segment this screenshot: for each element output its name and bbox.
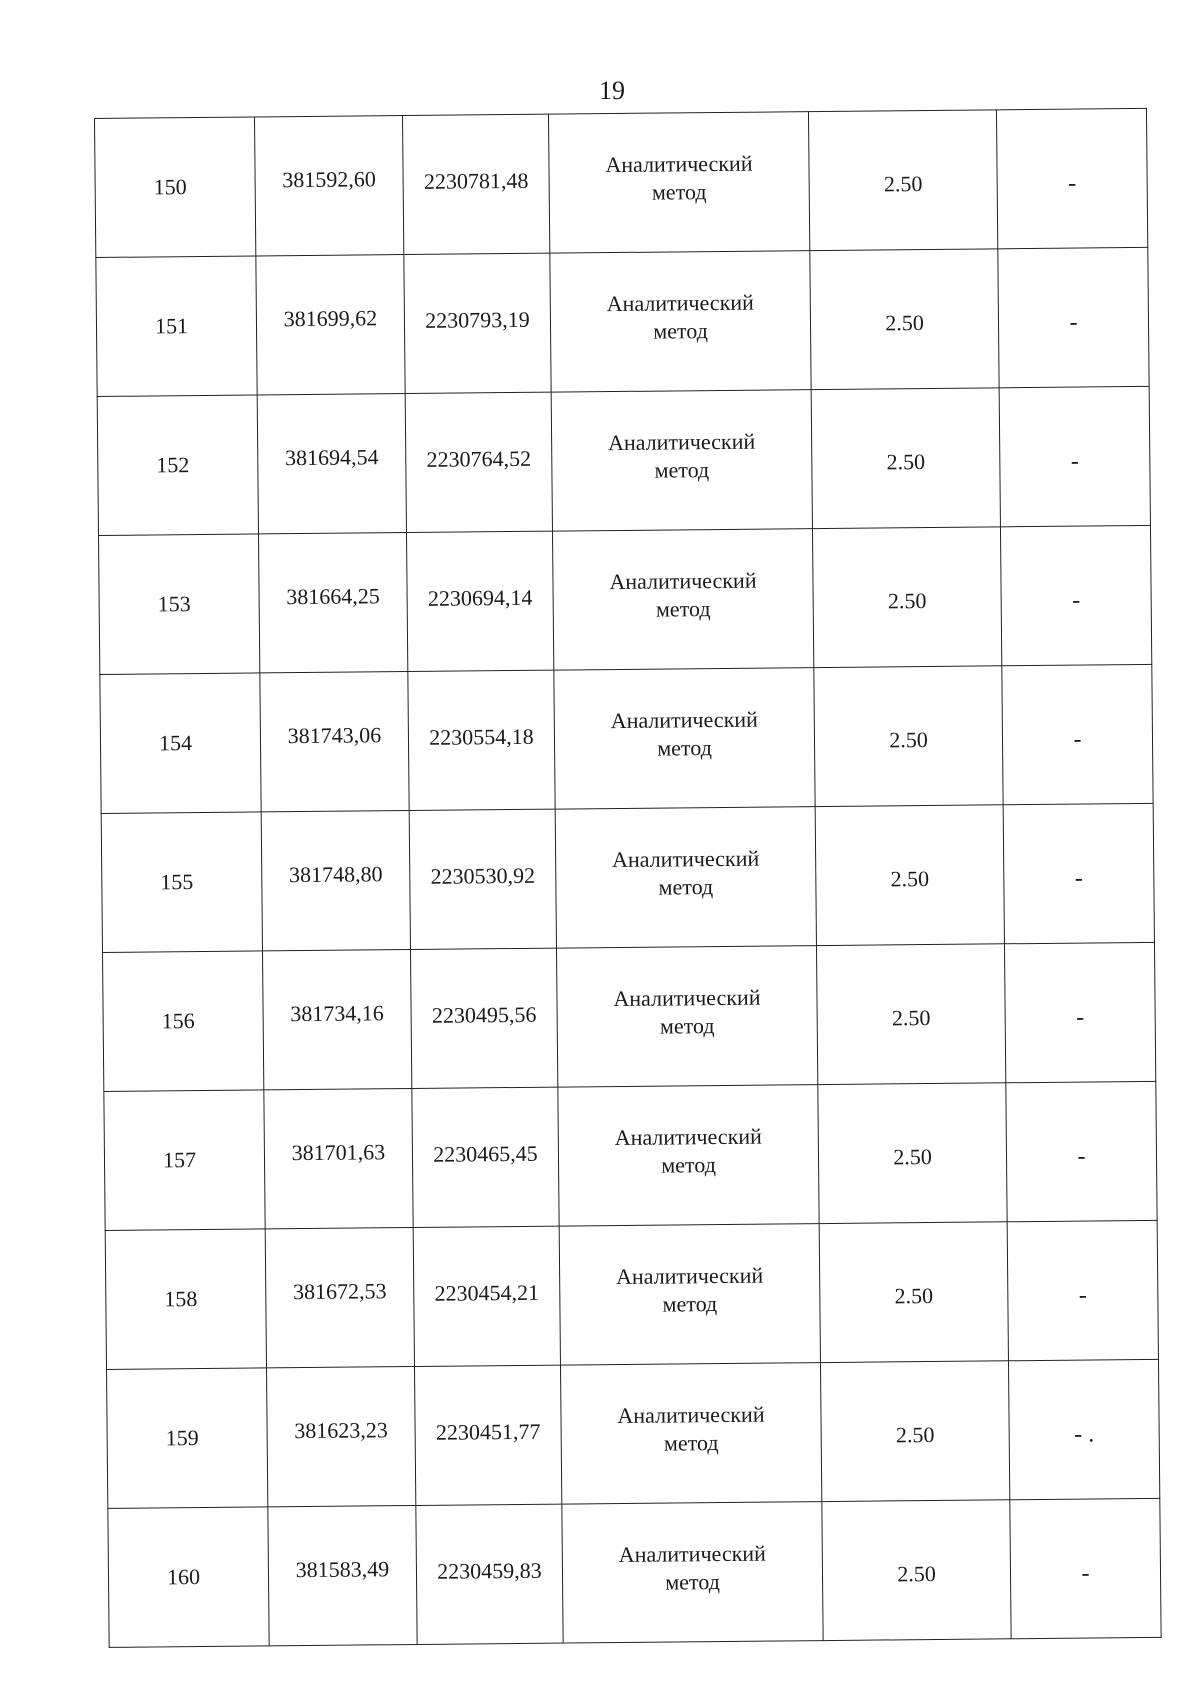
- method-text-line2: метод: [662, 1291, 718, 1317]
- method-text-line1: Аналитический: [618, 1540, 766, 1568]
- y-coordinate-cell: 2230465,45: [412, 1087, 559, 1227]
- table-body: [95, 108, 1162, 1647]
- note-cell: -: [1000, 525, 1151, 665]
- method-cell: [550, 251, 811, 392]
- method-cell: [562, 1502, 823, 1643]
- method-cell: [559, 1224, 820, 1365]
- note-cell: -: [996, 108, 1147, 248]
- y-coordinate-cell: 2230454,21: [413, 1226, 560, 1366]
- point-number-cell: 159: [107, 1368, 268, 1509]
- x-coordinate-cell: 381734,16: [263, 950, 412, 1090]
- method-text-line1: Аналитический: [617, 1401, 765, 1429]
- precision-cell: 2.50: [816, 944, 1005, 1085]
- point-number-cell: 154: [100, 673, 261, 814]
- precision-cell: 2.50: [811, 388, 1000, 529]
- point-number-cell: 157: [104, 1090, 265, 1231]
- method-text-line1: Аналитический: [605, 150, 753, 178]
- method-text-line2: метод: [663, 1430, 719, 1456]
- method-cell: [558, 1085, 819, 1226]
- point-number-cell: 155: [101, 812, 262, 953]
- note-cell: -: [1004, 942, 1155, 1082]
- method-text-line2: метод: [651, 179, 707, 205]
- point-number-cell: 150: [95, 117, 256, 258]
- table-row: [100, 664, 1153, 813]
- note-cell: -: [999, 386, 1150, 526]
- coordinates-table-container: [94, 108, 1161, 1648]
- method-text-line1: Аналитический: [613, 984, 761, 1012]
- precision-cell: 2.50: [808, 110, 997, 251]
- page-number: 19: [599, 76, 625, 105]
- method-cell: [548, 112, 809, 253]
- method-cell: [554, 668, 815, 809]
- coordinates-table: [94, 108, 1162, 1648]
- y-coordinate-cell: 2230530,92: [409, 809, 556, 949]
- table-row: [101, 803, 1154, 952]
- method-text-line2: метод: [665, 1569, 720, 1595]
- method-text-line1: Аналитический: [609, 567, 757, 595]
- table-row: [95, 108, 1148, 257]
- method-text-line2: метод: [659, 1013, 715, 1039]
- table-row: [107, 1359, 1160, 1508]
- x-coordinate-cell: 381583,49: [268, 1505, 417, 1645]
- y-coordinate-cell: 2230764,52: [405, 392, 552, 532]
- method-text-line1: Аналитический: [611, 845, 760, 873]
- table-row: [96, 247, 1149, 396]
- precision-cell: 2.50: [820, 1361, 1009, 1502]
- precision-cell: 2.50: [819, 1222, 1008, 1363]
- method-text-line1: Аналитический: [610, 706, 758, 734]
- table-row: [104, 1081, 1157, 1230]
- y-coordinate-cell: 2230694,14: [406, 531, 553, 671]
- note-cell: -: [1007, 1220, 1158, 1360]
- method-text-line2: метод: [658, 874, 714, 900]
- precision-cell: 2.50: [818, 1083, 1007, 1224]
- y-coordinate-cell: 2230554,18: [408, 670, 555, 810]
- method-cell: [560, 1363, 821, 1504]
- x-coordinate-cell: 381694,54: [257, 394, 406, 534]
- note-cell: -: [1006, 1081, 1157, 1221]
- method-cell: [555, 807, 816, 948]
- note-cell: -: [1002, 664, 1153, 804]
- table-row: [105, 1220, 1158, 1369]
- y-coordinate-cell: 2230451,77: [414, 1365, 561, 1505]
- method-text-line1: Аналитический: [607, 428, 756, 456]
- point-number-cell: 152: [97, 395, 258, 536]
- table-row: [99, 525, 1152, 674]
- x-coordinate-cell: 381699,62: [256, 255, 405, 395]
- x-coordinate-cell: 381664,25: [259, 533, 408, 673]
- precision-cell: 2.50: [810, 249, 999, 390]
- precision-cell: 2.50: [812, 527, 1001, 668]
- note-cell: -: [1010, 1498, 1161, 1638]
- note-cell: -: [998, 247, 1149, 387]
- method-text-line1: Аналитический: [615, 1262, 764, 1290]
- y-coordinate-cell: 2230459,83: [416, 1504, 563, 1644]
- y-coordinate-cell: 2230495,56: [410, 948, 557, 1088]
- method-text-line1: Аналитический: [614, 1123, 762, 1151]
- x-coordinate-cell: 381623,23: [267, 1366, 416, 1506]
- method-cell: [556, 946, 817, 1087]
- precision-cell: 2.50: [815, 805, 1004, 946]
- table-row: [103, 942, 1156, 1091]
- x-coordinate-cell: 381743,06: [260, 672, 409, 812]
- precision-cell: 2.50: [814, 666, 1003, 807]
- point-number-cell: 158: [105, 1229, 266, 1370]
- note-cell: - .: [1008, 1359, 1159, 1499]
- x-coordinate-cell: 381748,80: [261, 811, 410, 951]
- x-coordinate-cell: 381672,53: [265, 1227, 414, 1367]
- point-number-cell: 156: [103, 951, 264, 1092]
- method-text-line2: метод: [655, 596, 711, 622]
- point-number-cell: 151: [96, 256, 257, 397]
- method-cell: [552, 529, 813, 670]
- method-text-line1: Аналитический: [606, 289, 754, 317]
- method-cell: [551, 390, 812, 531]
- method-text-line2: метод: [653, 318, 708, 344]
- precision-cell: 2.50: [822, 1500, 1011, 1641]
- table-row: [97, 386, 1150, 535]
- point-number-cell: 160: [108, 1507, 269, 1648]
- x-coordinate-cell: 381592,60: [254, 116, 403, 256]
- note-cell: -: [1003, 803, 1154, 943]
- table-row: [108, 1498, 1161, 1647]
- x-coordinate-cell: 381701,63: [264, 1088, 413, 1228]
- method-text-line2: метод: [661, 1152, 716, 1178]
- method-text-line2: метод: [654, 457, 710, 483]
- point-number-cell: 153: [99, 534, 260, 675]
- y-coordinate-cell: 2230793,19: [404, 253, 551, 393]
- method-text-line2: метод: [657, 735, 712, 761]
- y-coordinate-cell: 2230781,48: [402, 114, 549, 254]
